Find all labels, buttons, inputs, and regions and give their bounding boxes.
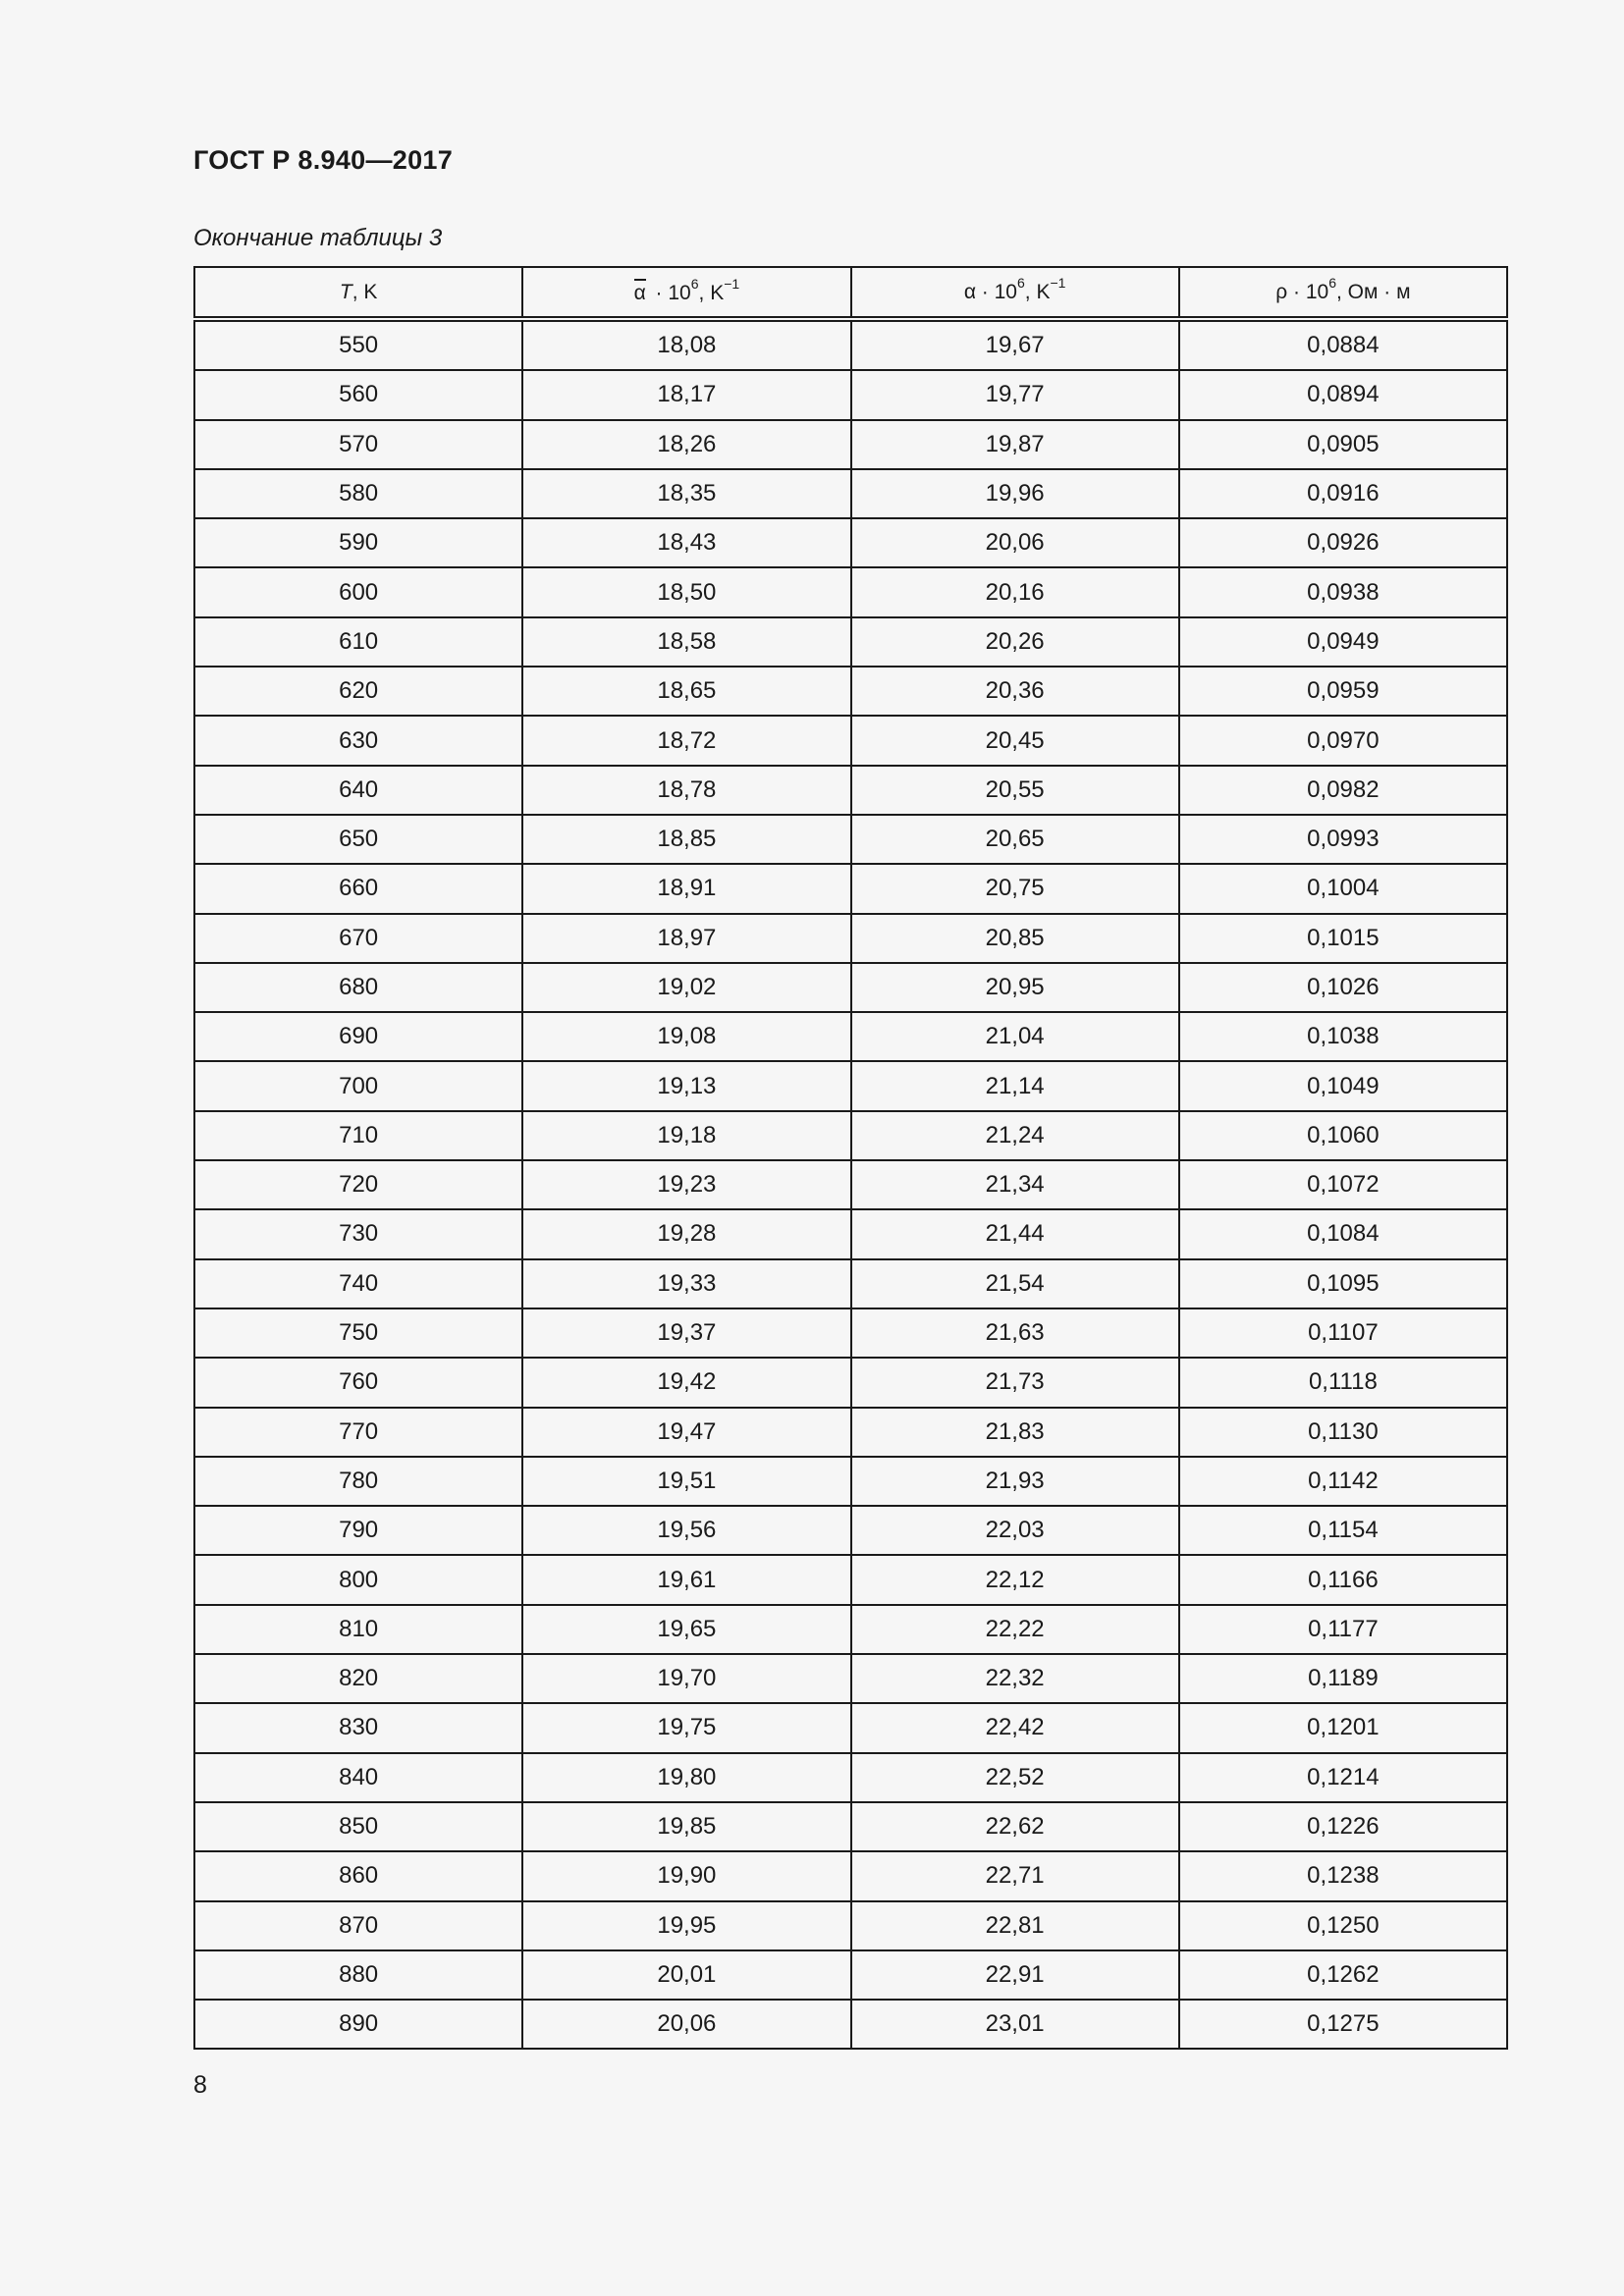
cell-resistivity: 0,1004 [1179, 864, 1507, 913]
table-row [194, 1950, 1507, 2000]
cell-true-expansion: 20,85 [851, 914, 1179, 963]
header-true-expansion-symbol: α · 10 [963, 280, 1017, 303]
header-resistivity-exp: 6 [1328, 274, 1336, 291]
table-row [194, 1111, 1507, 1160]
table-row [194, 963, 1507, 1012]
cell-true-expansion: 19,77 [851, 370, 1179, 419]
table-row [194, 1506, 1507, 1555]
cell-resistivity: 0,1250 [1179, 1901, 1507, 1950]
table-row [194, 667, 1507, 716]
cell-mean-expansion: 18,08 [522, 319, 850, 370]
cell-temperature: 820 [194, 1654, 522, 1703]
header-mean-expansion [522, 267, 850, 319]
cell-mean-expansion: 18,58 [522, 617, 850, 667]
cell-true-expansion: 20,95 [851, 963, 1179, 1012]
cell-mean-expansion: 18,91 [522, 864, 850, 913]
cell-resistivity: 0,1177 [1179, 1605, 1507, 1654]
cell-temperature: 870 [194, 1901, 522, 1950]
cell-true-expansion: 22,52 [851, 1753, 1179, 1802]
header-mean-expansion-unit-exp: −1 [724, 276, 740, 292]
cell-mean-expansion: 19,37 [522, 1308, 850, 1358]
cell-resistivity: 0,0993 [1179, 815, 1507, 864]
table-row [194, 1012, 1507, 1061]
cell-mean-expansion: 18,50 [522, 567, 850, 616]
cell-mean-expansion: 18,43 [522, 518, 850, 567]
cell-resistivity: 0,1038 [1179, 1012, 1507, 1061]
cell-mean-expansion: 19,56 [522, 1506, 850, 1555]
cell-mean-expansion: 18,17 [522, 370, 850, 419]
cell-resistivity: 0,1107 [1179, 1308, 1507, 1358]
cell-true-expansion: 21,83 [851, 1408, 1179, 1457]
cell-resistivity: 0,1049 [1179, 1061, 1507, 1110]
cell-temperature: 640 [194, 766, 522, 815]
cell-mean-expansion: 19,95 [522, 1901, 850, 1950]
cell-temperature: 610 [194, 617, 522, 667]
cell-mean-expansion: 18,85 [522, 815, 850, 864]
cell-resistivity: 0,1072 [1179, 1160, 1507, 1209]
cell-resistivity: 0,0926 [1179, 518, 1507, 567]
cell-resistivity: 0,0916 [1179, 469, 1507, 518]
table-header [194, 267, 1507, 319]
cell-resistivity: 0,0884 [1179, 319, 1507, 370]
table-row [194, 370, 1507, 419]
table-row [194, 1308, 1507, 1358]
cell-true-expansion: 22,81 [851, 1901, 1179, 1950]
header-temperature-unit: , K [352, 280, 378, 303]
header-temperature-symbol: T [339, 280, 352, 303]
cell-mean-expansion: 19,23 [522, 1160, 850, 1209]
cell-resistivity: 0,1118 [1179, 1358, 1507, 1407]
cell-temperature: 750 [194, 1308, 522, 1358]
cell-temperature: 560 [194, 370, 522, 419]
cell-mean-expansion: 19,85 [522, 1802, 850, 1851]
table-row [194, 1753, 1507, 1802]
cell-true-expansion: 22,62 [851, 1802, 1179, 1851]
cell-true-expansion: 20,75 [851, 864, 1179, 913]
cell-resistivity: 0,1060 [1179, 1111, 1507, 1160]
table-row [194, 1901, 1507, 1950]
cell-resistivity: 0,0970 [1179, 716, 1507, 765]
cell-resistivity: 0,1201 [1179, 1703, 1507, 1752]
table-row [194, 1703, 1507, 1752]
cell-mean-expansion: 19,28 [522, 1209, 850, 1258]
cell-temperature: 550 [194, 319, 522, 370]
cell-true-expansion: 22,42 [851, 1703, 1179, 1752]
table-caption: Окончание таблицы 3 [193, 225, 443, 251]
header-row [194, 267, 1507, 319]
table-row [194, 1358, 1507, 1407]
header-mean-expansion-mid: · 10 [649, 282, 691, 304]
cell-mean-expansion: 19,33 [522, 1259, 850, 1308]
cell-true-expansion: 22,71 [851, 1851, 1179, 1900]
header-resistivity [1179, 267, 1507, 319]
cell-mean-expansion: 18,35 [522, 469, 850, 518]
cell-resistivity: 0,1189 [1179, 1654, 1507, 1703]
cell-temperature: 880 [194, 1950, 522, 2000]
cell-mean-expansion: 19,70 [522, 1654, 850, 1703]
cell-mean-expansion: 19,08 [522, 1012, 850, 1061]
cell-temperature: 890 [194, 2000, 522, 2049]
table-row [194, 914, 1507, 963]
cell-true-expansion: 20,36 [851, 667, 1179, 716]
cell-true-expansion: 22,32 [851, 1654, 1179, 1703]
header-resistivity-symbol: ρ · 10 [1275, 280, 1329, 303]
cell-resistivity: 0,0905 [1179, 420, 1507, 469]
header-true-expansion-unit: , K [1024, 280, 1051, 303]
cell-true-expansion: 22,22 [851, 1605, 1179, 1654]
table-row [194, 1802, 1507, 1851]
cell-mean-expansion: 19,13 [522, 1061, 850, 1110]
cell-mean-expansion: 19,51 [522, 1457, 850, 1506]
cell-temperature: 710 [194, 1111, 522, 1160]
cell-temperature: 630 [194, 716, 522, 765]
cell-temperature: 840 [194, 1753, 522, 1802]
cell-temperature: 700 [194, 1061, 522, 1110]
cell-true-expansion: 22,12 [851, 1555, 1179, 1604]
cell-true-expansion: 19,67 [851, 319, 1179, 370]
document-title: ГОСТ Р 8.940—2017 [193, 145, 454, 175]
cell-true-expansion: 21,63 [851, 1308, 1179, 1358]
cell-mean-expansion: 18,78 [522, 766, 850, 815]
cell-resistivity: 0,1166 [1179, 1555, 1507, 1604]
cell-true-expansion: 21,93 [851, 1457, 1179, 1506]
header-true-expansion [851, 267, 1179, 319]
cell-true-expansion: 21,73 [851, 1358, 1179, 1407]
cell-resistivity: 0,1226 [1179, 1802, 1507, 1851]
table-row [194, 864, 1507, 913]
cell-true-expansion: 23,01 [851, 2000, 1179, 2049]
cell-temperature: 810 [194, 1605, 522, 1654]
table-row [194, 1408, 1507, 1457]
cell-mean-expansion: 19,02 [522, 963, 850, 1012]
cell-true-expansion: 19,87 [851, 420, 1179, 469]
cell-true-expansion: 20,26 [851, 617, 1179, 667]
cell-temperature: 690 [194, 1012, 522, 1061]
cell-resistivity: 0,1026 [1179, 963, 1507, 1012]
table-row [194, 1061, 1507, 1110]
cell-resistivity: 0,1214 [1179, 1753, 1507, 1802]
cell-mean-expansion: 19,61 [522, 1555, 850, 1604]
table-row [194, 1605, 1507, 1654]
cell-resistivity: 0,1262 [1179, 1950, 1507, 2000]
cell-resistivity: 0,1130 [1179, 1408, 1507, 1457]
cell-true-expansion: 20,65 [851, 815, 1179, 864]
table-row [194, 815, 1507, 864]
header-mean-expansion-symbol: α [634, 279, 646, 303]
header-mean-expansion-unit: , K [698, 282, 725, 304]
cell-temperature: 800 [194, 1555, 522, 1604]
cell-true-expansion: 22,91 [851, 1950, 1179, 2000]
cell-mean-expansion: 19,80 [522, 1753, 850, 1802]
cell-mean-expansion: 19,90 [522, 1851, 850, 1900]
cell-resistivity: 0,0982 [1179, 766, 1507, 815]
cell-true-expansion: 20,16 [851, 567, 1179, 616]
cell-temperature: 650 [194, 815, 522, 864]
cell-temperature: 670 [194, 914, 522, 963]
cell-mean-expansion: 19,65 [522, 1605, 850, 1654]
table-row [194, 319, 1507, 370]
table-row [194, 1654, 1507, 1703]
table-row [194, 716, 1507, 765]
table-row [194, 1555, 1507, 1604]
cell-true-expansion: 21,44 [851, 1209, 1179, 1258]
cell-resistivity: 0,1238 [1179, 1851, 1507, 1900]
cell-resistivity: 0,1154 [1179, 1506, 1507, 1555]
data-table [193, 266, 1508, 2050]
table-row [194, 518, 1507, 567]
cell-true-expansion: 21,14 [851, 1061, 1179, 1110]
cell-temperature: 860 [194, 1851, 522, 1900]
cell-temperature: 570 [194, 420, 522, 469]
table-row [194, 1259, 1507, 1308]
cell-true-expansion: 21,34 [851, 1160, 1179, 1209]
cell-temperature: 580 [194, 469, 522, 518]
cell-true-expansion: 21,04 [851, 1012, 1179, 1061]
table-row [194, 1457, 1507, 1506]
table-body [194, 319, 1507, 2049]
page-number: 8 [193, 2071, 207, 2099]
cell-resistivity: 0,0949 [1179, 617, 1507, 667]
cell-temperature: 790 [194, 1506, 522, 1555]
cell-temperature: 590 [194, 518, 522, 567]
cell-mean-expansion: 20,01 [522, 1950, 850, 2000]
header-resistivity-unit: , Ом · м [1335, 280, 1411, 303]
cell-resistivity: 0,1095 [1179, 1259, 1507, 1308]
cell-temperature: 760 [194, 1358, 522, 1407]
table-row [194, 1209, 1507, 1258]
table-row [194, 2000, 1507, 2049]
cell-temperature: 770 [194, 1408, 522, 1457]
cell-true-expansion: 19,96 [851, 469, 1179, 518]
table-row [194, 1160, 1507, 1209]
cell-true-expansion: 21,54 [851, 1259, 1179, 1308]
cell-mean-expansion: 20,06 [522, 2000, 850, 2049]
header-true-expansion-exp: 6 [1016, 274, 1025, 291]
table-row [194, 567, 1507, 616]
cell-resistivity: 0,1142 [1179, 1457, 1507, 1506]
cell-mean-expansion: 18,26 [522, 420, 850, 469]
cell-mean-expansion: 19,42 [522, 1358, 850, 1407]
cell-temperature: 850 [194, 1802, 522, 1851]
cell-mean-expansion: 18,65 [522, 667, 850, 716]
cell-true-expansion: 20,06 [851, 518, 1179, 567]
cell-temperature: 740 [194, 1259, 522, 1308]
cell-temperature: 660 [194, 864, 522, 913]
header-true-expansion-unit-exp: −1 [1050, 274, 1066, 291]
cell-resistivity: 0,1084 [1179, 1209, 1507, 1258]
cell-mean-expansion: 19,18 [522, 1111, 850, 1160]
cell-true-expansion: 21,24 [851, 1111, 1179, 1160]
table-row [194, 1851, 1507, 1900]
table-row [194, 469, 1507, 518]
cell-mean-expansion: 18,72 [522, 716, 850, 765]
cell-true-expansion: 22,03 [851, 1506, 1179, 1555]
cell-resistivity: 0,0894 [1179, 370, 1507, 419]
cell-temperature: 620 [194, 667, 522, 716]
table-row [194, 420, 1507, 469]
header-temperature [194, 267, 522, 319]
cell-true-expansion: 20,55 [851, 766, 1179, 815]
cell-temperature: 600 [194, 567, 522, 616]
cell-resistivity: 0,0938 [1179, 567, 1507, 616]
table-row [194, 617, 1507, 667]
cell-temperature: 680 [194, 963, 522, 1012]
header-mean-expansion-exp: 6 [690, 276, 699, 292]
cell-mean-expansion: 19,47 [522, 1408, 850, 1457]
cell-temperature: 730 [194, 1209, 522, 1258]
cell-true-expansion: 20,45 [851, 716, 1179, 765]
cell-resistivity: 0,1275 [1179, 2000, 1507, 2049]
cell-mean-expansion: 19,75 [522, 1703, 850, 1752]
cell-temperature: 830 [194, 1703, 522, 1752]
cell-temperature: 720 [194, 1160, 522, 1209]
cell-temperature: 780 [194, 1457, 522, 1506]
table-row [194, 766, 1507, 815]
cell-resistivity: 0,0959 [1179, 667, 1507, 716]
cell-mean-expansion: 18,97 [522, 914, 850, 963]
cell-resistivity: 0,1015 [1179, 914, 1507, 963]
